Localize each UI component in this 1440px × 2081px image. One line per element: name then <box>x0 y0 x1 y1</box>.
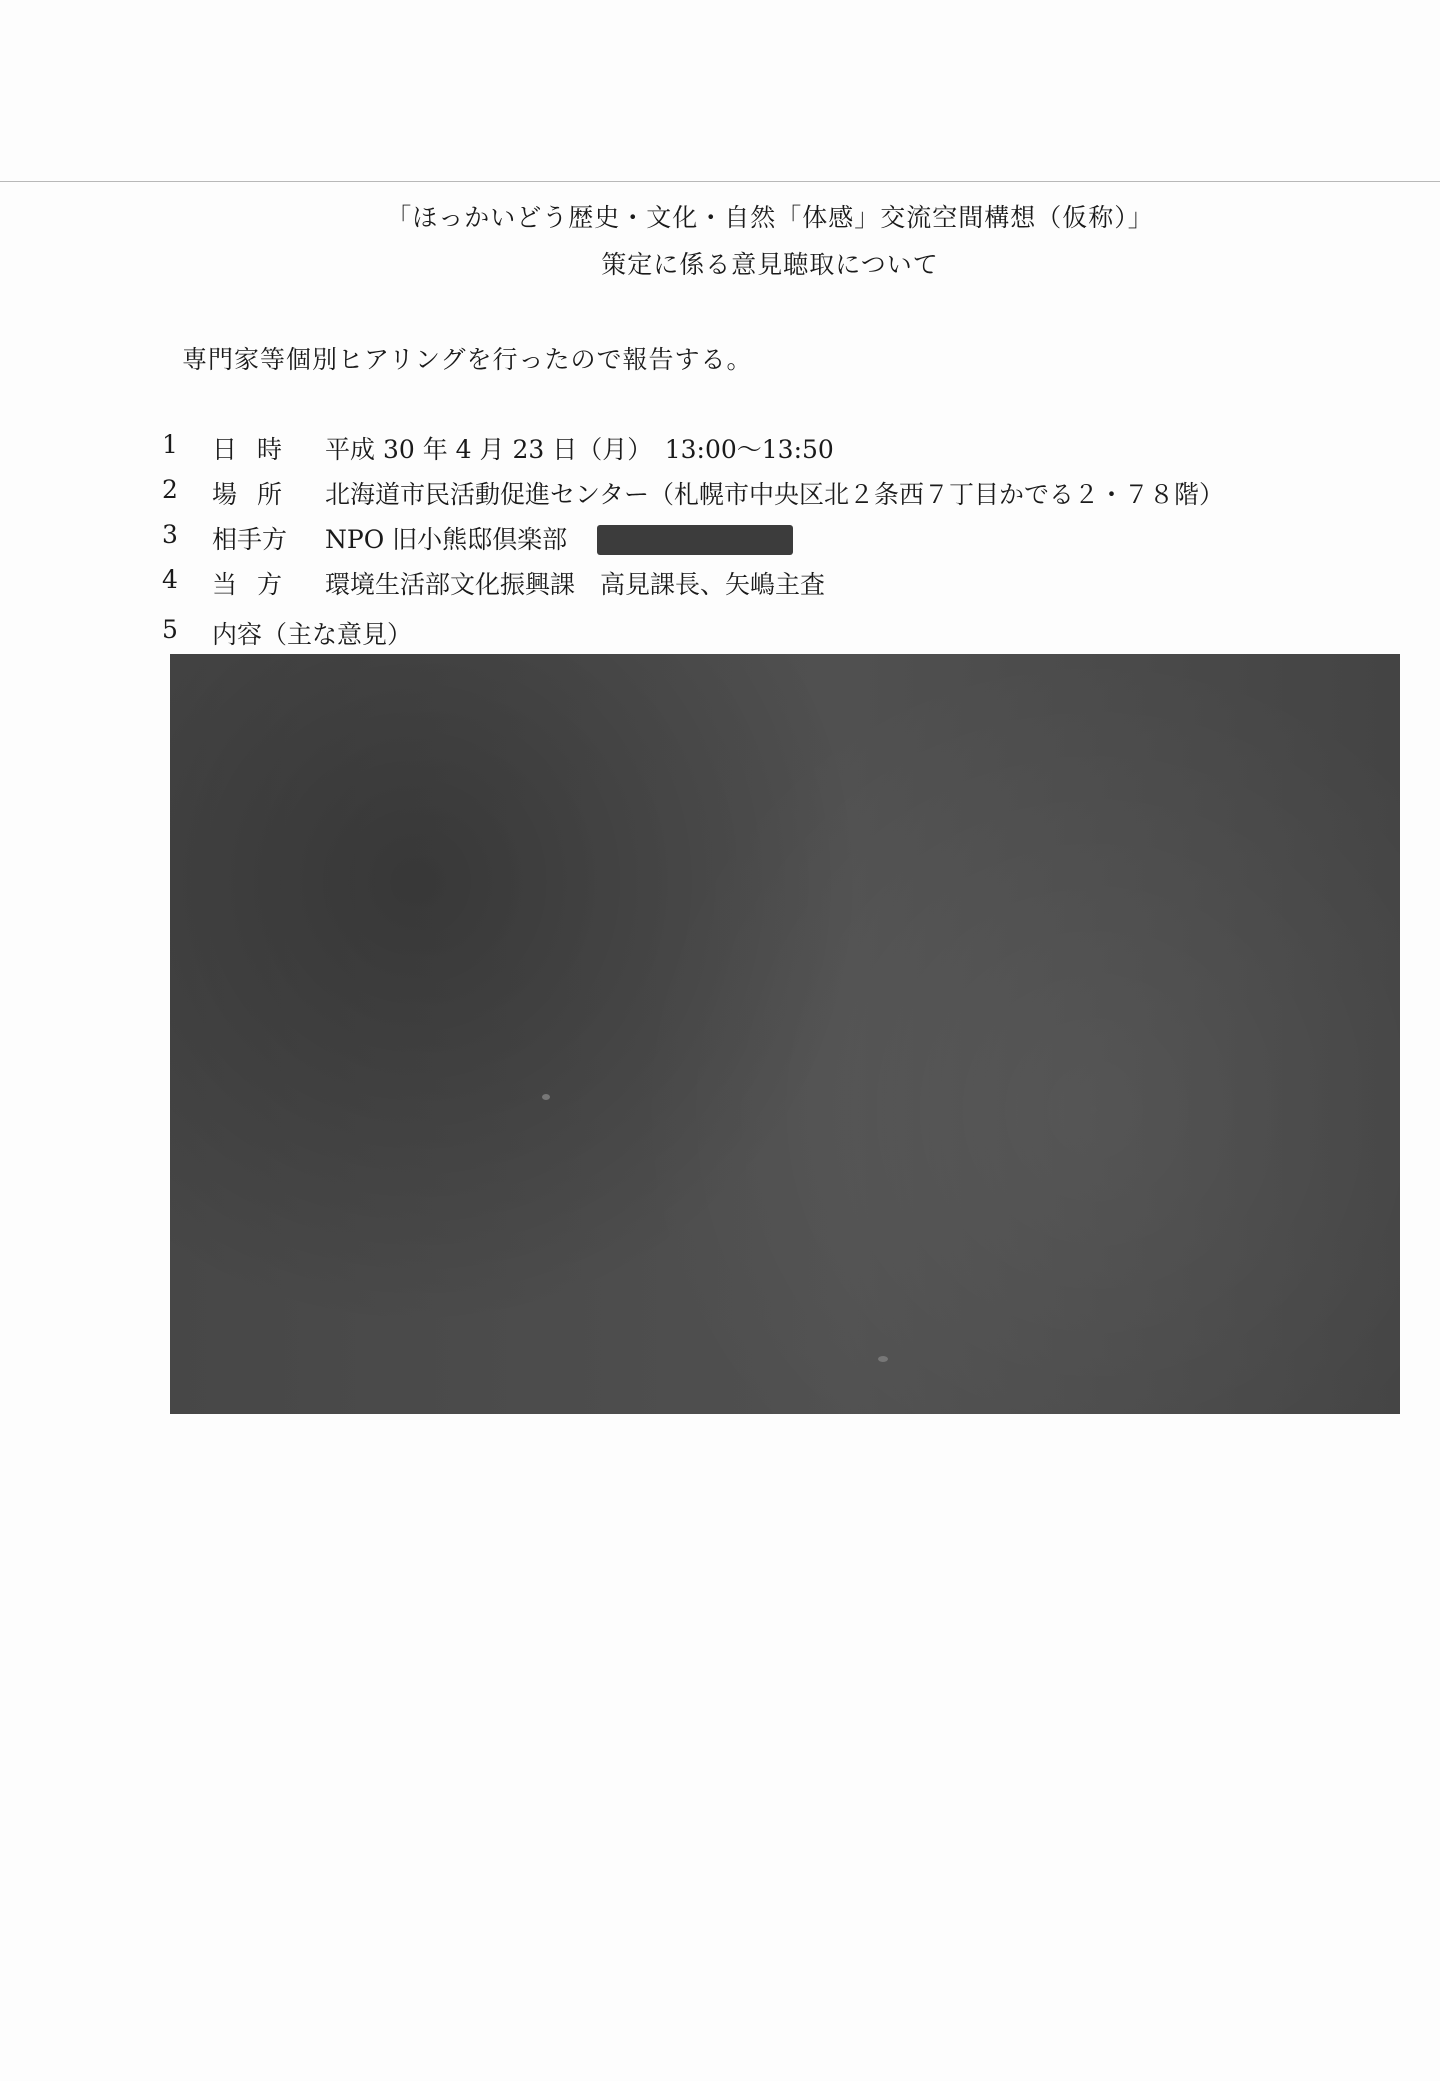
item-number: 4 <box>162 565 178 594</box>
item-value: 北海道市民活動促進センター（札幌市中央区北２条西７丁目かでる２・７８階） <box>325 480 1225 509</box>
item-value: 平成 30 年 4 月 23 日（月） 13:00～13:50 <box>325 435 834 464</box>
scan-speck <box>542 1094 550 1100</box>
intro-paragraph: 専門家等個別ヒアリングを行ったので報告する。 <box>182 345 753 374</box>
item-label: 場所 <box>212 480 303 509</box>
item-number: 2 <box>162 475 178 504</box>
item-value: NPO 旧小熊邸倶楽部 <box>325 525 568 554</box>
item-label: 日時 <box>212 435 303 464</box>
item-number: 5 <box>162 615 178 644</box>
content-redaction-block <box>170 654 1400 1414</box>
name-redaction-block <box>597 525 793 555</box>
item-number: 3 <box>162 520 178 549</box>
document-title-line-2: 策定に係る意見聴取について <box>601 250 939 279</box>
item-label: 当方 <box>212 570 303 599</box>
item-value: 環境生活部文化振興課 高見課長、矢嶋主査 <box>325 570 826 599</box>
scan-speck <box>878 1356 888 1362</box>
top-rule-divider <box>0 181 1440 182</box>
item-label: 相手方 <box>212 525 288 554</box>
document-title-line-1: 「ほっかいどう歴史・文化・自然「体感」交流空間構想（仮称）」 <box>386 203 1154 232</box>
item-label: 内容（主な意見） <box>212 620 413 649</box>
item-number: 1 <box>162 430 178 459</box>
